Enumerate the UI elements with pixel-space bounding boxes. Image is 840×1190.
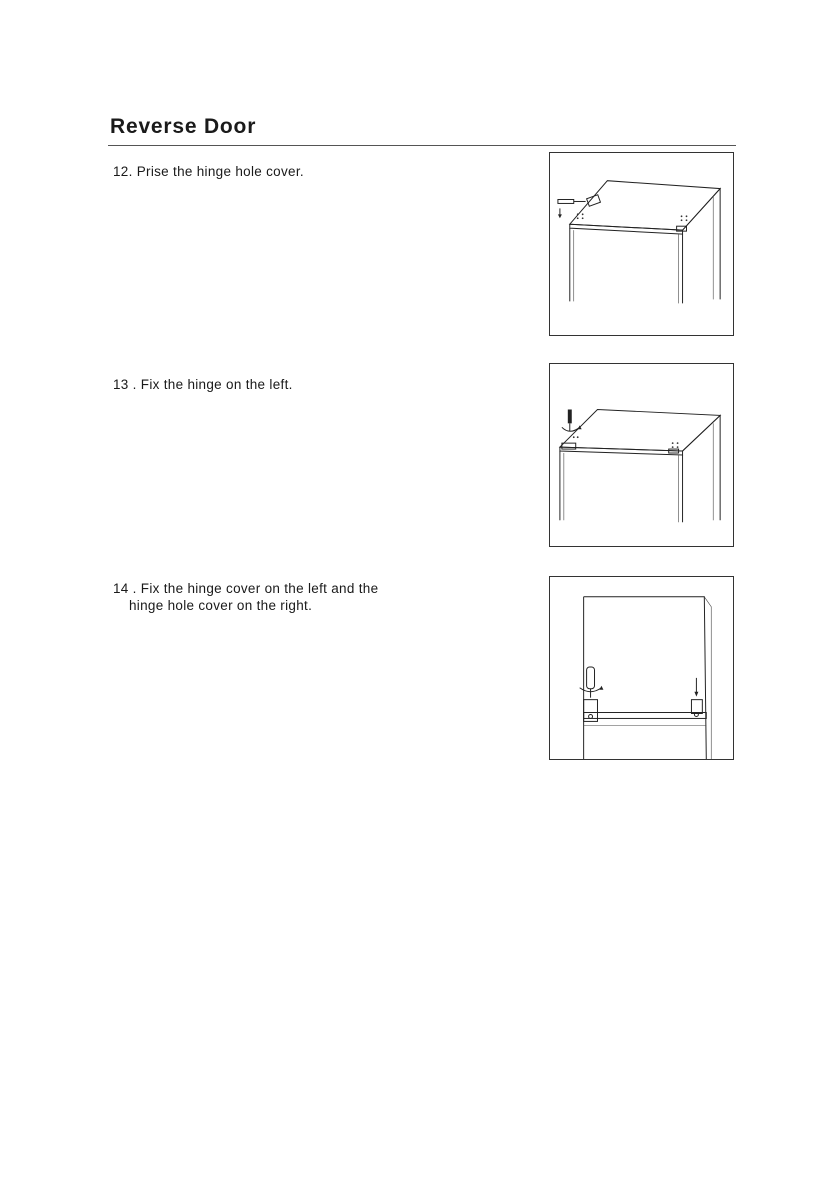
title-divider [108,145,736,146]
step-12 [113,163,304,180]
step-number: 12 [113,164,129,179]
fridge-top-fix-hinge-illustration [550,364,733,546]
figure-step-12 [549,152,734,336]
step-number: 14 [113,581,129,596]
step-text-continued: hinge hole cover on the right. [129,598,313,613]
step-13 [113,376,293,393]
page-title: Reverse Door [110,115,257,138]
figure-step-14 [549,576,734,760]
step-text: . Fix the hinge on the left. [128,377,293,392]
step-text: . Prise the hinge hole cover. [128,164,304,179]
figure-step-13 [549,363,734,547]
step-number: 13 [113,377,129,392]
step-text: . Fix the hinge cover on the left and the [128,581,379,596]
step-14 [113,580,378,614]
fridge-top-prise-cover-illustration [550,153,733,335]
fridge-front-fix-covers-illustration [550,577,733,759]
